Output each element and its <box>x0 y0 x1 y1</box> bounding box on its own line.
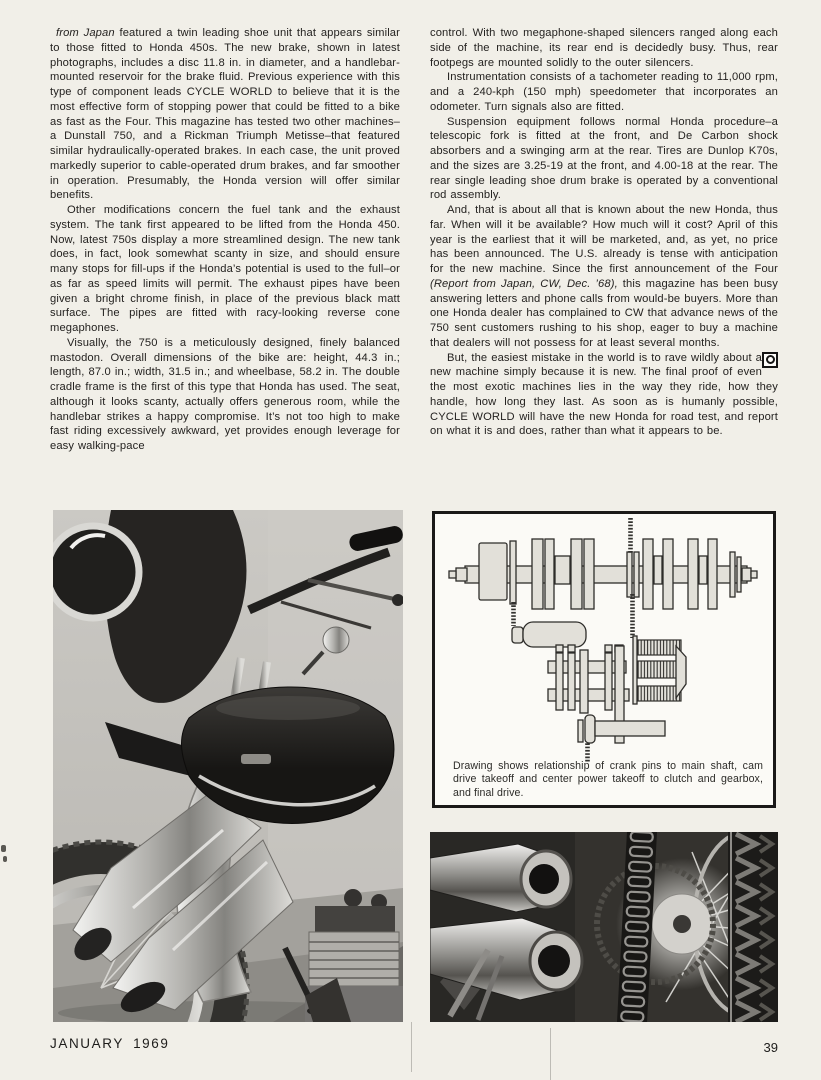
clutch <box>633 636 686 704</box>
headlight <box>53 526 139 618</box>
paragraph-text: And, that is about all that is known about the new Honda, thus far. When will it be available? How much will it cost? April of this year is the earliest that it will be marketed, and, as yet, no price has been announced. The U.S. already is tense with anticipation for the new machine. Since the first announcement of the Four <box>430 204 778 275</box>
end-of-article-dot <box>766 355 775 364</box>
scan-mark <box>3 856 7 862</box>
paragraph-text: But, the easiest mistake in the world is to rave wildly about a new machine simply because it is new. The final proof of even the most exotic machines lies in the way they ride, how they handle, how long they last. As soon as is humanly possible, CYCLE WORLD will have the new Honda for road test, and report on what it is and does, rather than what it appears to be. <box>430 351 778 438</box>
rear-wheel-photo <box>430 832 778 1022</box>
scan-crease <box>550 1028 551 1080</box>
engine-diagram-box <box>432 511 776 808</box>
italic-lead-in: from Japan <box>56 27 115 39</box>
scan-crease <box>411 1022 412 1072</box>
paragraph <box>50 26 400 203</box>
crankshaft-diagram <box>435 514 773 766</box>
motorcycle-front-illustration <box>53 510 403 1022</box>
paragraph: Other modifications concern the fuel tank and the exhaust system. The tank first appeared to be lifted from the Honda 450. Now, latest 750s display a more streamlined design. The new tank does, in fact, look somewhat scanty in size, and should ensure many stops for fill-ups if the Honda’s potential is used to the full–or as far as speed limits will permit. The exhaust pipes have been given a bright chrome finish, in place of the previous black matt surface. The pipes are fitted with racy-looking reverse cone megaphones. <box>50 204 400 334</box>
page-number: 39 <box>763 1040 778 1055</box>
paragraph-text: featured a twin leading shoe unit that appears similar to those fitted to Honda 450s. The new brake, shown in latest photographs, includes a disc 11.8 in. in diameter, and a handlebar-mounted reservoir for the brake fluid. Previous experience with this type of component leads CYCLE WORLD to believe that it is the most effective form of stopping power that could be fitted to a bike as fast as the Four. This magazine has tested two other machines–a Dunstall 750, and a Rickman Triumph Metisse–that featured similar hydraulically-operated brakes. In each case, the unit proved markedly superior to cable-operated drum brakes, and far smoother in operation. Presumably, the Honda version will offer similar benefits. <box>50 27 400 202</box>
crankshaft <box>449 539 757 609</box>
paragraph: control. With two megaphone-shaped silencers ranged along each side of the machine, its rear end is decidedly busy. Thus, rear footpegs are mounted solidly to the outer silencers. <box>430 27 778 69</box>
end-of-article-icon <box>762 352 778 368</box>
scan-mark <box>1 845 6 852</box>
italic-citation: (Report from Japan, CW, Dec. ’68), <box>430 277 618 290</box>
left-text-column <box>50 26 400 454</box>
paragraph <box>430 351 778 440</box>
paragraph: Suspension equipment follows normal Honda procedure–a telescopic fork is fitted at the front, and De Carbon shock absorbers and a swinging arm at the rear. Tires are Dunlop K70s, and the sizes are 3.25-19 at the front, and 4.00-18 at the rear. The rear single leading shoe drum brake is operated by a conventional rod assembly. <box>430 115 778 202</box>
axle <box>673 915 691 933</box>
footer-issue-date: JANUARY 1969 <box>50 1036 170 1051</box>
rear-wheel-illustration <box>430 832 778 1022</box>
starter-motor <box>512 622 586 647</box>
diagram-caption: Drawing shows relationship of crank pins to main shaft, cam drive takeoff and center power takeoff to clutch and gearbox, and final drive. <box>453 759 763 799</box>
right-text-column <box>430 26 778 439</box>
paragraph: Instrumentation consists of a tachometer reading to 11,000 rpm, and a 240-kph (150 mph) speedometer that incorporates an odometer. Turn signals also are fitted. <box>430 71 778 113</box>
paragraph-text: this magazine has been busy answering letters and phone calls from would-be buyers. More than one Honda dealer has complained to CW that advance news of the 750 sent customers rushing to his shop, eager to buy a machine that dealers will not possess for at least several months. <box>430 277 778 349</box>
paragraph: Visually, the 750 is a meticulously designed, finely balanced mastodon. Overall dimensions of the bike are: height, 44.3 in.; length, 87.0 in.; width, 31.5 in.; and wheelbase, 58.2 in. The double cradle frame is the first of this type that Honda has used. The seat, although it looks scanty, actually offers generous room, while the handlebar strikes a happy compromise. It’s not too high to make fast riding excessively awkward, yet provides enough leverage for easy walking-pace <box>50 336 400 452</box>
rear-tire <box>728 832 778 1022</box>
paragraph <box>430 203 778 351</box>
motorcycle-front-photo <box>53 510 403 1022</box>
